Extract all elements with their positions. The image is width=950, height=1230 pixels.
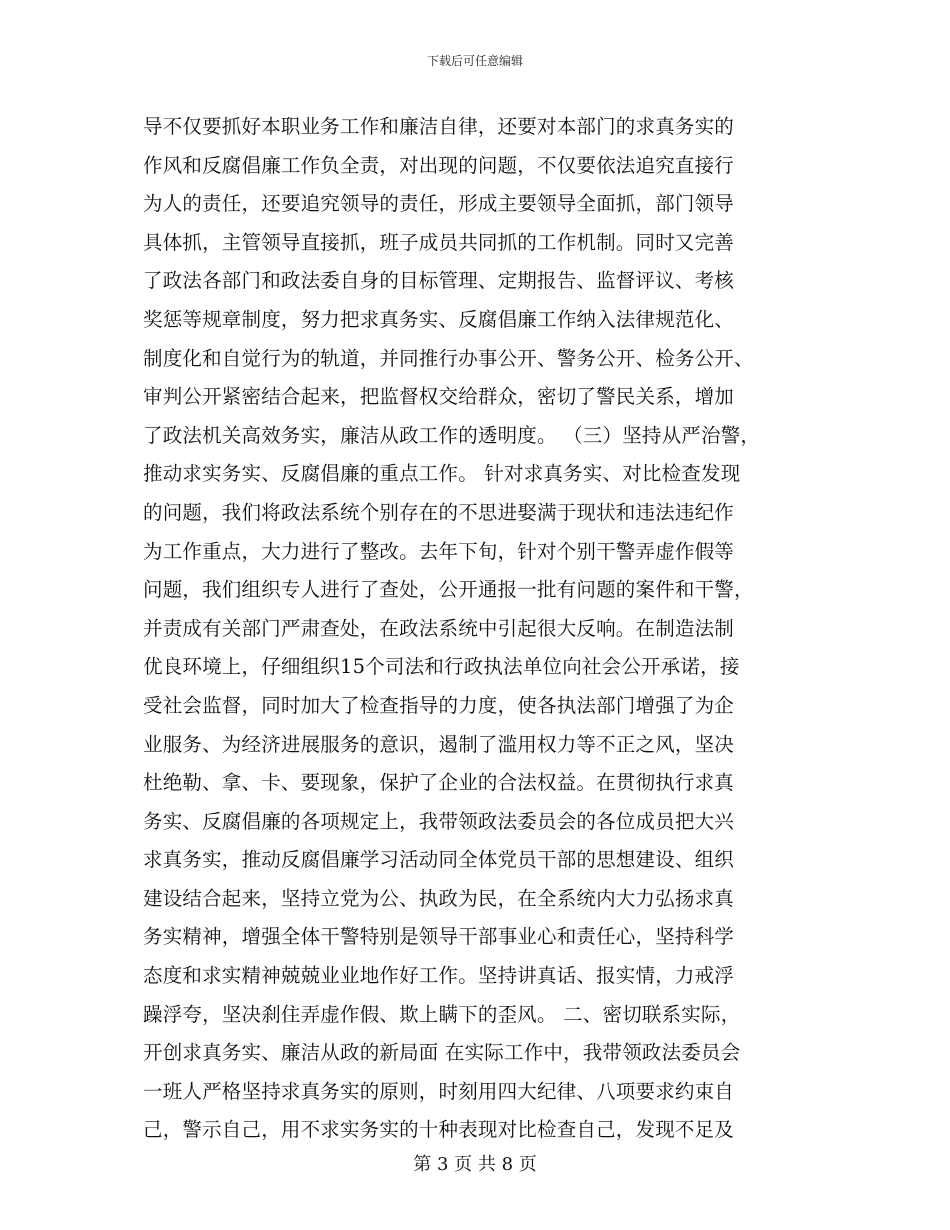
body-line: 开创求真务实、廉洁从政的新局面 在实际工作中，我带领政法委员会 (143, 1041, 741, 1065)
page-number: 第 3 页 共 8 页 (413, 1154, 537, 1175)
body-line: 受社会监督，同时加大了检查指导的力度，使各执法部门增强了为企 (143, 693, 735, 717)
body-line: 并责成有关部门严肃查处，在政法系统中引起很大反响。在制造法制 (143, 616, 735, 640)
body-line: 务实、反腐倡廉的各项规定上，我带领政法委员会的各位成员把大兴 (143, 809, 735, 833)
body-line: 业服务、为经济进展服务的意识，遏制了滥用权力等不正之风，坚决 (143, 732, 735, 756)
body-line: 奖惩等规章制度，努力把求真务实、反腐倡廉工作纳入法律规范化、 (143, 307, 735, 331)
body-line: 了政法各部门和政法委自身的目标管理、定期报告、监督评议、考核 (143, 269, 735, 293)
body-line: 具体抓，主管领导直接抓，班子成员共同抓的工作机制。同时又完善 (143, 230, 735, 254)
body-line: 推动求实务实、反腐倡廉的重点工作。 针对求真务实、对比检查发现 (143, 462, 741, 486)
body-line: 制度化和自觉行为的轨道，并同推行办事公开、警务公开、检务公开、 (143, 346, 754, 370)
body-line: 建设结合起来，坚持立党为公、执政为民，在全系统内大力弘扬求真 (143, 886, 735, 910)
body-line: 求真务实，推动反腐倡廉学习活动同全体党员干部的思想建设、组织 (143, 848, 735, 872)
body-line: 导不仅要抓好本职业务工作和廉洁自律，还要对本部门的求真务实的 (143, 115, 735, 138)
body-line: 问题，我们组织专人进行了查处，公开通报一批有问题的案件和干警， (143, 578, 754, 602)
body-line: 作风和反腐倡廉工作负全责，对出现的问题，不仅要依法追究直接行 (143, 153, 735, 177)
document-body (143, 108, 823, 1150)
body-line: 杜绝勒、拿、卡、要现象，保护了企业的合法权益。在贯彻执行求真 (143, 771, 735, 795)
body-line: 审判公开紧密结合起来，把监督权交给群众，密切了警民关系，增加 (143, 385, 735, 409)
body-line: 己，警示自己，用不求实务实的十种表现对比检查自己，发现不足及 (143, 1118, 735, 1142)
body-line: 为工作重点，大力进行了整改。去年下旬，针对个别干警弄虚作假等 (143, 539, 735, 563)
body-line: 为人的责任，还要追究领导的责任，形成主要领导全面抓，部门领导 (143, 192, 735, 216)
body-line: 务实精神，增强全体干警特别是领导干部事业心和责任心，坚持科学 (143, 925, 735, 949)
body-line: 态度和求实精神兢兢业业地作好工作。坚持讲真话、报实情，力戒浮 (143, 964, 735, 988)
body-line: 优良环境上，仔细组织15个司法和行政执法单位向社会公开承诺，接 (143, 655, 740, 679)
body-line: 的问题，我们将政法系统个别存在的不思进娶满于现状和违法违纪作 (143, 500, 735, 524)
body-line: 了政法机关高效务实，廉洁从政工作的透明度。 （三）坚持从严治警， (143, 423, 761, 447)
body-line: 一班人严格坚持求真务实的原则，时刻用四大纪律、八项要求约束自 (143, 1079, 735, 1103)
page-header-note: 下载后可任意编辑 (426, 54, 523, 68)
body-line: 躁浮夸，坚决刹住弄虚作假、欺上瞒下的歪风。 二、密切联系实际， (143, 1002, 741, 1026)
